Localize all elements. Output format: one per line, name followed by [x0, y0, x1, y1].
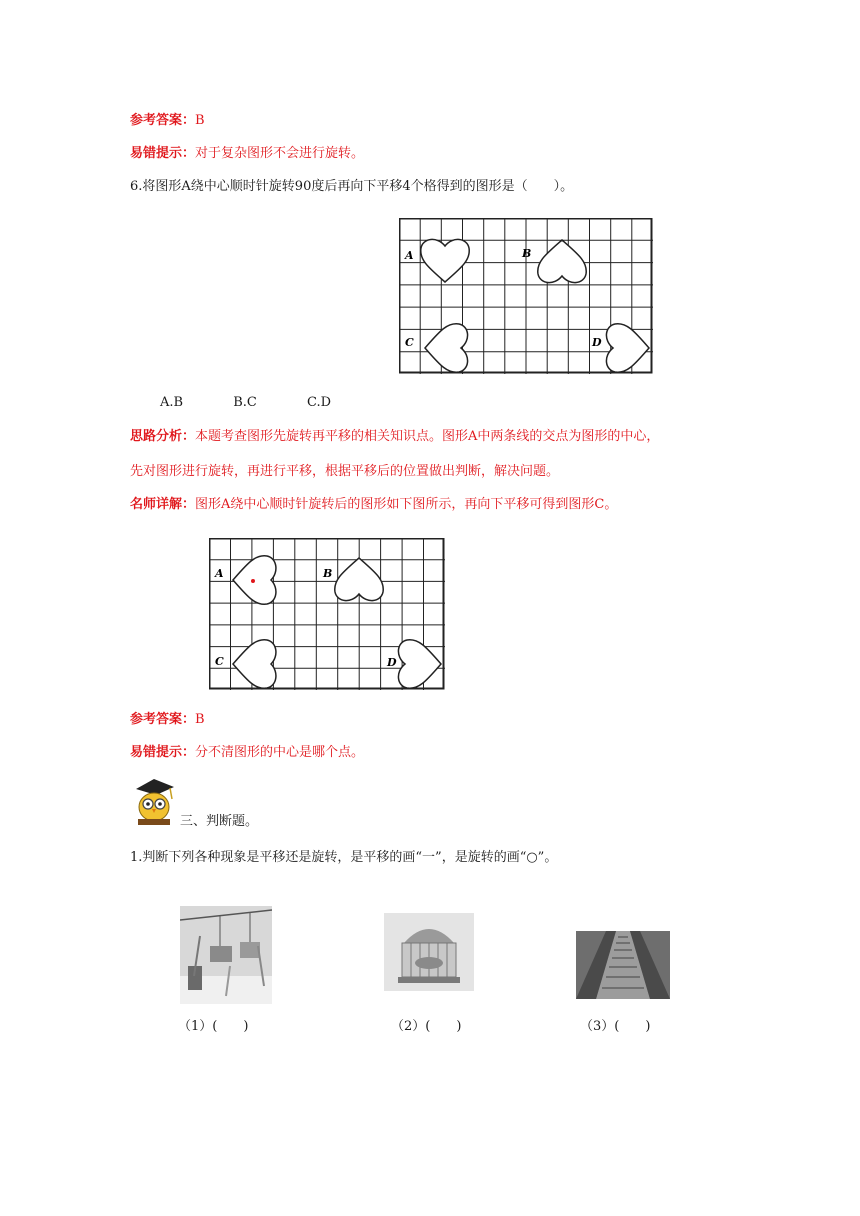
q6-answer-line: [130, 711, 205, 729]
fig1-label-c: C: [405, 336, 414, 349]
q6-tip-line: [130, 744, 364, 762]
q6-analysis-line2: 先对图形进行旋转，再进行平移，根据平移后的位置做出判断，解决问题。: [130, 464, 560, 479]
q5-answer-line: [130, 112, 205, 130]
tip-text: 分不清图形的中心是哪个点。: [195, 745, 365, 760]
heart-b-2: [335, 558, 384, 601]
tip-label: 易错提示：: [130, 146, 196, 161]
answer-label: 参考答案：: [130, 113, 196, 128]
analysis-label: 思路分析：: [130, 429, 196, 444]
heart-a: [421, 239, 470, 282]
fig2-label-a: A: [215, 567, 224, 580]
answer-value: B: [195, 113, 205, 128]
detail-text: 图形A绕中心顺时针旋转后的图形如下图所示，再向下平移可得到图形C。: [195, 497, 618, 512]
fig2-label-c: C: [215, 655, 224, 668]
q6-detail-line: [130, 496, 617, 514]
heart-d: [606, 324, 649, 373]
carousel-picture: [384, 913, 474, 991]
escalator-picture: [576, 931, 670, 999]
owl-mascot-icon: [130, 777, 176, 827]
q5-tip-line: [130, 145, 364, 163]
fig2-label-d: D: [387, 656, 397, 669]
figure-2-grid: [209, 538, 445, 690]
center-point-marker: [251, 579, 255, 583]
q6-options: [160, 395, 377, 410]
tip-text: 对于复杂图形不会进行旋转。: [195, 146, 365, 161]
heart-b: [538, 240, 587, 283]
detail-label: 名师详解：: [130, 497, 196, 512]
option-b: B.C: [233, 395, 257, 410]
heart-c: [425, 324, 468, 373]
option-a: A.B: [160, 395, 184, 410]
fig1-label-a: A: [405, 249, 414, 262]
analysis-text-1: 本题考查图形先旋转再平移的相关知识点。图形A中两条线的交点为图形的中心，: [195, 429, 660, 444]
section-3-q1: 1.判断下列各种现象是平移还是旋转，是平移的画“一”，是旋转的画“○”。: [130, 850, 558, 865]
caption-1: （1）( ): [178, 1019, 249, 1034]
q6-question: 6.将图形A绕中心顺时针旋转90度后再向下平移4个格得到的图形是（ ）。: [130, 179, 574, 194]
tip-label: 易错提示：: [130, 745, 196, 760]
figure-1-grid: [399, 218, 653, 374]
q6-analysis-line1: [130, 428, 659, 446]
section-3-heading: 三、判断题。: [180, 814, 259, 829]
answer-value: B: [195, 712, 205, 727]
fig2-label-b: B: [323, 567, 333, 580]
caption-3: （3）( ): [580, 1019, 651, 1034]
caption-2: （2）( ): [391, 1019, 462, 1034]
ski-lift-picture: [180, 906, 272, 1004]
fig1-label-d: D: [592, 336, 602, 349]
fig1-label-b: B: [522, 247, 532, 260]
option-c: C.D: [307, 395, 332, 410]
answer-label: 参考答案：: [130, 712, 196, 727]
